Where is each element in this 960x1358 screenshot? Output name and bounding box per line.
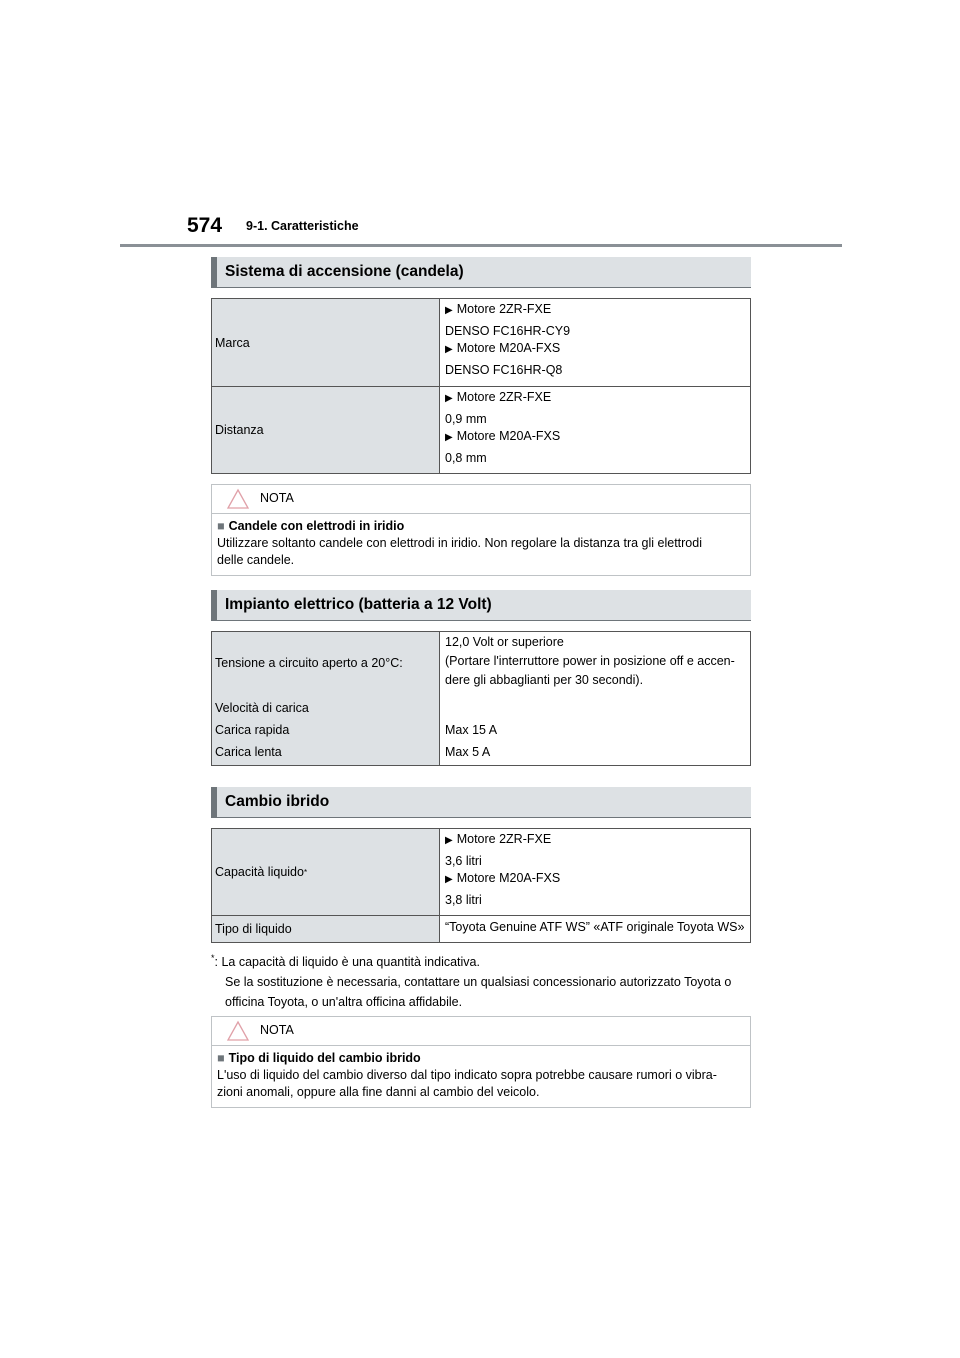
row-label-column xyxy=(212,632,440,765)
footnote xyxy=(211,948,751,1012)
note-text-line: Utilizzare soltanto candele con elettrodi in iridio. Non regolare la distanza tra gli elettrodi xyxy=(217,536,702,550)
triangle-right-icon: ▶ xyxy=(445,305,453,316)
row-value xyxy=(440,299,750,386)
section-heading-electrical xyxy=(211,590,751,621)
fast-charge-value: Max 15 A xyxy=(445,723,498,737)
footnote-text: Se la sostituzione è necessaria, contattare un qualsiasi concessionario autorizzato Toyota o xyxy=(225,975,732,990)
voltage-value: 12,0 Volt or superiore xyxy=(445,635,564,649)
table-row xyxy=(212,299,750,387)
table-row xyxy=(212,916,750,942)
note-header xyxy=(212,1017,750,1046)
footnote-mark: * xyxy=(211,953,215,963)
triangle-right-icon: ▶ xyxy=(445,835,453,846)
voltage-label: Tensione a circuito aperto a 20°C: xyxy=(215,656,403,670)
warning-triangle-icon xyxy=(226,488,250,510)
row-label: Marca xyxy=(212,299,440,386)
triangle-right-icon: ▶ xyxy=(445,344,453,355)
spec-value: 3,6 litri xyxy=(445,854,482,868)
ignition-table xyxy=(211,298,751,474)
section-breadcrumb: 9-1. Caratteristiche xyxy=(246,219,359,233)
row-label xyxy=(212,829,440,915)
page-number: 574 xyxy=(187,214,223,237)
row-value: “Toyota Genuine ATF WS” «ATF originale Toyota WS» xyxy=(445,920,745,934)
square-bullet-icon: ■ xyxy=(217,519,225,533)
spec-value: 0,8 mm xyxy=(445,451,487,465)
header-divider xyxy=(120,244,842,247)
section-heading-text: Impianto elettrico (batteria a 12 Volt) xyxy=(225,596,492,613)
row-value xyxy=(440,829,750,915)
warning-triangle-icon xyxy=(226,1020,250,1042)
triangle-right-icon: ▶ xyxy=(445,874,453,885)
engine-label: Motore 2ZR-FXE xyxy=(456,832,552,846)
engine-label: Motore 2ZR-FXE xyxy=(456,302,552,316)
hybrid-table xyxy=(211,828,751,943)
row-value xyxy=(440,387,750,473)
section-heading-ignition xyxy=(211,257,751,288)
section-heading-text: Sistema di accensione (candela) xyxy=(225,263,464,280)
note-title: NOTA xyxy=(260,1023,294,1037)
table-row xyxy=(212,387,750,473)
table-row xyxy=(212,632,750,765)
row-value-column xyxy=(440,632,750,765)
engine-label: Motore M20A-FXS xyxy=(456,429,561,443)
note-box-transmission-fluid xyxy=(211,1016,751,1108)
engine-label: Motore M20A-FXS xyxy=(456,341,561,355)
triangle-right-icon: ▶ xyxy=(445,432,453,443)
footnote-text: : La capacità di liquido è una quantità indicativa. xyxy=(214,955,480,970)
slow-charge-value: Max 5 A xyxy=(445,745,491,759)
spec-value: DENSO FC16HR-CY9 xyxy=(445,324,571,338)
note-title: NOTA xyxy=(260,491,294,505)
fast-charge-label: Carica rapida xyxy=(215,723,290,737)
triangle-right-icon: ▶ xyxy=(445,393,453,404)
note-box-spark-plugs xyxy=(211,484,751,576)
spec-value: 0,9 mm xyxy=(445,412,487,426)
note-text-line: L'uso di liquido del cambio diverso dal tipo indicato sopra potrebbe causare rumori o vibra- xyxy=(217,1068,717,1082)
row-label: Distanza xyxy=(212,387,440,473)
section-heading-hybrid xyxy=(211,787,751,818)
voltage-note: (Portare l'interruttore power in posizione off e accen- xyxy=(445,654,735,668)
capacity-label: Capacità liquido xyxy=(215,865,304,879)
spec-value: DENSO FC16HR-Q8 xyxy=(445,363,563,377)
section-heading-text: Cambio ibrido xyxy=(225,793,330,810)
spec-value: 3,8 litri xyxy=(445,893,482,907)
table-row xyxy=(212,829,750,916)
row-label: Tipo di liquido xyxy=(212,916,440,942)
note-body xyxy=(212,514,750,575)
slow-charge-label: Carica lenta xyxy=(215,745,282,759)
charge-rate-label: Velocità di carica xyxy=(215,701,309,715)
note-body xyxy=(212,1046,750,1107)
square-bullet-icon: ■ xyxy=(217,1051,225,1065)
voltage-note: dere gli abbaglianti per 30 secondi). xyxy=(445,673,644,687)
note-text-line: delle candele. xyxy=(217,553,295,567)
engine-label: Motore M20A-FXS xyxy=(456,871,561,885)
footnote-mark: * xyxy=(303,867,308,877)
note-subtitle: Candele con elettrodi in iridio xyxy=(228,519,405,533)
note-header xyxy=(212,485,750,514)
engine-label: Motore 2ZR-FXE xyxy=(456,390,552,404)
footnote-text: officina Toyota, o un'altra officina affidabile. xyxy=(225,995,463,1010)
note-subtitle: Tipo di liquido del cambio ibrido xyxy=(228,1051,421,1065)
note-text-line: zioni anomali, oppure alla fine danni al cambio del veicolo. xyxy=(217,1085,540,1099)
electrical-table xyxy=(211,631,751,766)
